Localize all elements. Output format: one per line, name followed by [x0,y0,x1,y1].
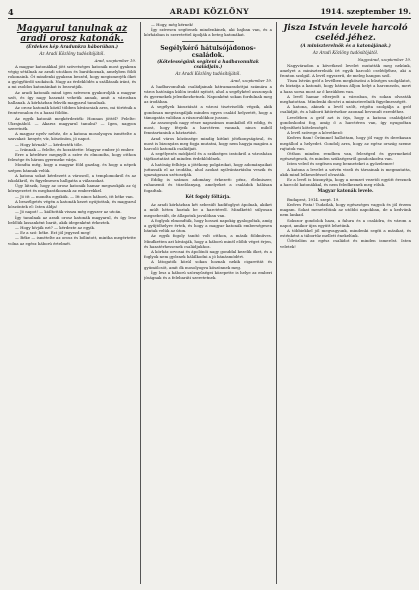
paragraph: — Jó itt — mondta egyikük. — Itt nincs háború, itt béke van. [15,193,134,199]
paragraph: Arad város közönsége mindig kitűnt jótékonyságával, és most is bizonyára meg fogja mutatni, hogy nem hagyja magára a harcoló katonák családjait. [144,135,272,152]
article-byline: Az Aradi Közlöny tudósítójától. [175,71,241,77]
paragraph: Nagyváradon a következő levelet mutatták meg nekünk, amelyet a miniszterelnök írt egyik harcoló cselédjéhez, aki a fronton szolgál. A levél egyszerű, de meleg hangon szól. [280,62,411,79]
paragraph: Levelében a gróf azt is írja, hogy a katona családjáról gondoskodni fog, amíg ő a harctéren van, így nyugodtan teljesítheti kötelességét. [280,114,411,131]
paragraph: A segélyek kiosztását a városi tisztviselők végzik, akik gondosan megvizsgálják minden egyes család helyzetét, hogy a támogatás valóban a rászorulókhoz jusson. [144,104,272,120]
paragraph: A levél hamar elterjedt a városban, és sokan olvasták meghatottan. Mindenki dicséri a miniszterelnök figyelmességét. [280,93,411,105]
paragraph: — Ez a szó: béke. Ezt jól jegyezd meg! [15,230,91,236]
paragraph: Az egyik fogoly tanító volt otthon, a másik földműves. Mindketten azt kívánják, hogy a háború minél előbb véget érjen, és hazatérhessenek családjukhoz. [144,233,272,249]
paragraph: — Béke — ismételte az orosz és bólintott, mintha megértette volna az egész háború értelmét. [8,235,136,246]
paragraph: A katona, akinek a levél szólt, régóta szolgálja a gróf családját, és a háború kitörésekor azonnal bevonult ezredéhez. [280,104,411,115]
column-3 [280,22,411,586]
column-rule [276,22,277,584]
masthead [8,6,411,19]
article-byline: Az Aradi Közlöny tudósítójától. [312,50,379,56]
article-dateline: Arad, szeptember 19. [94,57,136,63]
paragraph: — Hogy hívják ezt? — kérdezte az egyik. [15,224,96,230]
article-title: Segélykérő hátulsójádonos-családok. [160,44,256,59]
article-byline: Az Aradi Közlöny tudósítójától. [39,51,105,57]
paragraph: Az orosz katonák közül többen kíváncsiak arra, mi történik a frontvonalon és a hazai földön. [8,105,136,116]
paragraph: Ez a levél is bizonyítja, hogy a nemzet vezetői együtt éreznek a harcoló katonákkal, és nem feledkeznek meg róluk. [280,177,411,188]
column-2 [144,22,272,586]
section-title: Magyar katonák levele. [317,189,374,195]
paragraph: A levél szövege a következő: [287,130,344,136]
section-body [144,202,272,280]
paragraph: Kedves fiam! Örömmel hallottam, hogy jól vagy és derekasan megállod a helyedet. Gondolj arra, hogy az egész ország szeme rajtatok van. [280,135,411,151]
paragraph: A hatóság felhívja a jótékony polgárokat, hogy adományaikat juttassák el az irodába, ahol azokat nyilvántartásba veszik és igazságosan szétosztják. [144,161,272,178]
article-subtitle: (Érdekes kép Aradunkra háborúban.) [26,45,118,50]
column-rule [140,22,141,584]
paragraph: — Ivánnak — felelte, és hozzátette: Magyar ember jó ember. [15,146,135,152]
article-continuation [144,22,272,38]
article-dateline: Nagyvárad, szeptember 19. [357,56,411,62]
paragraph: Az egyik katonát megkérdezték: Honnan jöttél? Felelte: Ukrajnából. — Akarsz magyarul tanulni? — Igen, nagyon szeretnék. [8,115,136,132]
paragraph: Az aradi kórházban két sebesült hadifoglyot ápolnak, akiket a múlt héten hoztak be a harctérről. Mindkettő súlyosan megsebesült, de állapotuk javulóban van. [144,202,272,218]
paragraph: A hadbavonultak családjainak hátramaradottjai számára a város hatósága külön irodát nyitott, ahol a segélykérő asszonyok és gyermekek jelentkezhetnek. Naponként sokan fordulnak meg az irodában. [144,83,272,105]
paragraph: A kórház orvosai és ápolónői nagy gonddal kezelik őket, és a foglyok nem győznek hálálkodni a jó bánásmódért. [144,248,272,260]
paragraph: A magyar katonákkal jött szövetséges katonák most gyakran végig sétálnak az aradi utcákon és barátkoznak, amelyben földi rokonaink. Őt mindenki gyakran beszéd, hogy megismerjék őket a gyógyfürdő szokások. Nagy az érdeklődés a szállásaik iránt, és a mi zsoldos katonáinkat is beavatják. [8,63,136,90]
section-title: Két fogoly föltárja. [185,194,231,200]
article-title: Jisza István levele harcoló cseléd.jéhez. [283,23,408,43]
article-subtitle: (Kötelességünk segíteni a hadbavonultak családjain.) [157,59,259,71]
article-subtitle: (A miniszterelnök és a katonájának.) [300,44,391,49]
paragraph: A katona sokat kérdezett a városról, a templomokról és az iskolákról, és figyelmesen hallgatta a válaszokat. [8,172,136,184]
paragraph: Sokszor gondolok haza, a falura és a családra, és várom a napot, amikor újra együtt lehetünk. [280,217,411,228]
paragraph: Eddig is számos adomány érkezett: pénz, élelmiszer, ruhanemű és tüzelőanyag, amelyeket a családok hálásan fogadtak. [144,177,272,193]
paragraph: A látogatók közül sokan hoznak nekik cigarettát és gyümölcsöt, amit ők mosolyogva köszönnek meg. [144,259,272,270]
paper-name: ARADI KÖZLÖNY [169,7,250,16]
paragraph: Budapest, 1914. szept. 19. [287,196,340,202]
paragraph: Úgy látszik, hogy az orosz katonák hamar megszokják az új környezetet és megbarátkoznak az emberekkel. [8,183,136,194]
paragraph: A katona a levelet a szívén viseli és társainak is megmutatta, akik mind lelkesedéssel olvasták. [280,166,411,177]
paragraph: Tisza István gróf a levélben megköszöni a hűséges szolgálatot, és biztatja a katonát, hogy bátran álljon helyt a harcmezőn, mert a haza sorsa most az ő kezükben van. [280,78,411,94]
page-number: 4 [8,7,14,17]
paragraph: A magyar nyelv nehéz, de a katona mosolyogva ismételte a szavakat: kenyér, víz, köszönöm, jó napot. [8,131,136,142]
paragraph: Üdvözlöm az egész családot és minden ismerőst. Isten veletek! [280,238,411,249]
paragraph: — Hogy, még kérnek! [151,22,194,27]
article-dateline: Arad, szeptember 19. [230,77,272,83]
paragraph: Mondta még, hogy a magyar föld gazdag, és hogy a népek szépen bánnak velük. [8,162,136,173]
article-body [144,84,272,193]
paragraph: Isten veled és segítsen meg benneteket a győzelemre! [287,161,395,167]
paragraph: Így szívesen segítenek mindenkinek, aki bajban van, és a kórházban is szeretettel ápolják a beteg katonákat. [144,27,272,38]
column-1 [8,22,136,586]
article-title: Magyarul tanulnak az aradi orosz katonák. [16,24,128,44]
paragraph: Otthon minden rendben van, feleséged és gyermekeid egészségesek, és minden szükségesről gondoskodva van. [280,151,411,162]
paragraph: — Hogy hívnak? — kérdezték tőle. [15,141,83,147]
paragraph: Az asszonyok nagy része napszámos munkából élt eddig, és most, hogy férjeik a harctéren vannak, nincs miből fenntartaniuk a háztartást. [144,120,272,136]
article-body [8,64,136,246]
paragraph: A beszélgetés végén a katonák kezet nyújtottak, és magyarul köszöntek el: Isten áldja! [8,198,136,210]
paragraph: Így tanulnak az aradi orosz katonák magyarul, és így lesz belőlük lassanként barát, akik idegenként érkeztek. [8,214,136,225]
separator [182,41,233,42]
paragraph: Így lesz a háború szörnyűségei közepette is helye az emberi jóságnak és a felebaráti szeretetnek. [144,269,272,280]
paragraph: Erre a kérdésre megnyílt a szíve és elmondta, hogy otthon felesége és három gyermeke várja. [8,152,136,163]
paragraph: — Jó napot! — kiáltották vissza még egyszer az utcán. [15,209,122,215]
section-body [280,197,411,249]
paragraph: A többiekkel jól megvagyunk, mindenki segíti a másikat, és esténként a tábortűz mellett énekelünk. [280,227,411,239]
paragraph: Kedves Pista! Tudatlak, hogy egészséges vagyok és jól érzem magam. Sokat meneteltünk az utóbbi napokban, de a kedvünk nem lankad. [280,201,411,218]
issue-date: 1914. szeptember 19. [320,7,411,16]
paragraph: A foglyok elmondták, hogy hosszú napokig gyalogoltak, amíg a gyűjtőhelyre értek, és hogy a magyar katonák emberségesen bántak velük az úton. [144,217,272,234]
paragraph: Az aradi katonák mind igen szívesen gyakorolják a magyar szót, és így nagy hasznát vehetik annak, amit a városban hallanak. A kórházban fekvők magyarul tanulnak. [8,89,136,106]
article-body [280,63,411,188]
paragraph: A segélyezés módjáról és a szükséges iratokról a városháza tájékoztatást ad minden érdeklődőnek. [144,151,272,162]
